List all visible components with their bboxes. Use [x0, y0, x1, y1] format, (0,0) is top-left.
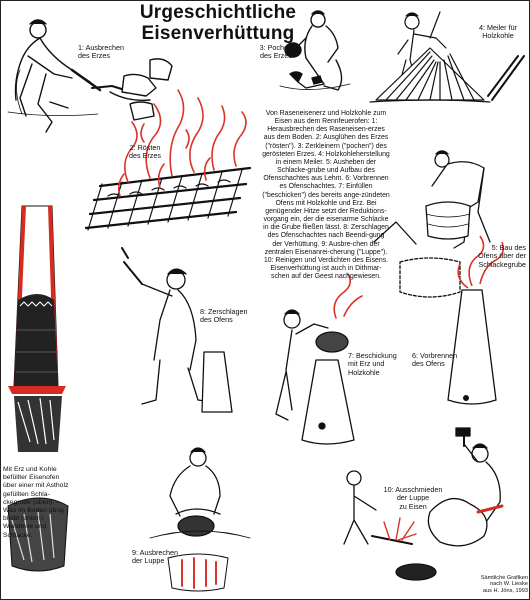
caption-step-4: 4: Meiler für Holzkohle [479, 23, 517, 41]
caption-step-8: 8: Zerschlagen des Ofens [200, 307, 248, 325]
caption-step-6: 6: Vorbrennen des Ofens [412, 351, 458, 369]
caption-step-7: 7: Beschickung mit Erz und Holzkohle [348, 351, 397, 377]
figure-ore-roasting [86, 168, 250, 230]
process-description: Von Raseneisenerz und Holzkohle zum Eisen aus dem Rennfeuerofen: 1: Herausbrechen des Raseneisen-erzes aus dem Boden. 2: Ausglühen des Erzes ("rösten"). 3: Zerkleinern ("pochen") des gerösteten Erzes. 4: Holzkohleherstellung in einem Meiler. 5: Ausheben der Schlacke-grube und Aufbau des Ofenschachtes aus Lehm. 6: Vorbrennen es Ofenschachtes. 7: Einfüllen ("beschicken") des bereits ange-zündeten Ofens mit Holzkohle und Erz. Bei genügender Hitze setzt der Reduktions-vorgang ein, der die eisenarme Schlacke in die Grube fließen lässt. 8: Zerschlagen des Ofenschachtes nach Beendi-gung der Verhüttung. 9: Ausbre-chen der zentralen Eisenanrei-cherung ("Luppe"). 10: Reinigen und Verdichten des Eisens. Eisenverhüttung ist auch in Dithmar-schen auf der Geest nachgewiesen. [262, 110, 390, 281]
figure-furnace-building [374, 151, 490, 297]
caption-step-1: 1: Ausbrechen des Erzes [78, 43, 124, 61]
image-credit: Sämtliche Grafiken nach W. Lieske aus H. Jöns, 1993 [480, 575, 528, 594]
furnace-section-caption: Mit Erz und Kohle befüllter Eisenofen über einer mit Astholz gefüllten Schla-ckegrube (oben). - Was im Boden übrig bleibt (unten): Wandteile und Schlacke. [3, 466, 69, 539]
caption-step-9: 9: Ausbrechen der Luppe [132, 548, 178, 566]
figure-furnace-breaking [122, 248, 232, 412]
caption-step-2: 2: Rösten des Erzes [129, 143, 161, 161]
caption-step-3: 3: Pochen des Erzes [259, 43, 292, 61]
figure-bloom-breakout [150, 448, 250, 591]
caption-step-5: 5: Bau des Ofens über der Schlackegrube [478, 243, 526, 269]
page-title: Urgeschichtliche Eisenverhüttung [139, 2, 297, 44]
caption-step-10: 10: Ausschmieden der Luppe zu Eisen [383, 485, 443, 511]
